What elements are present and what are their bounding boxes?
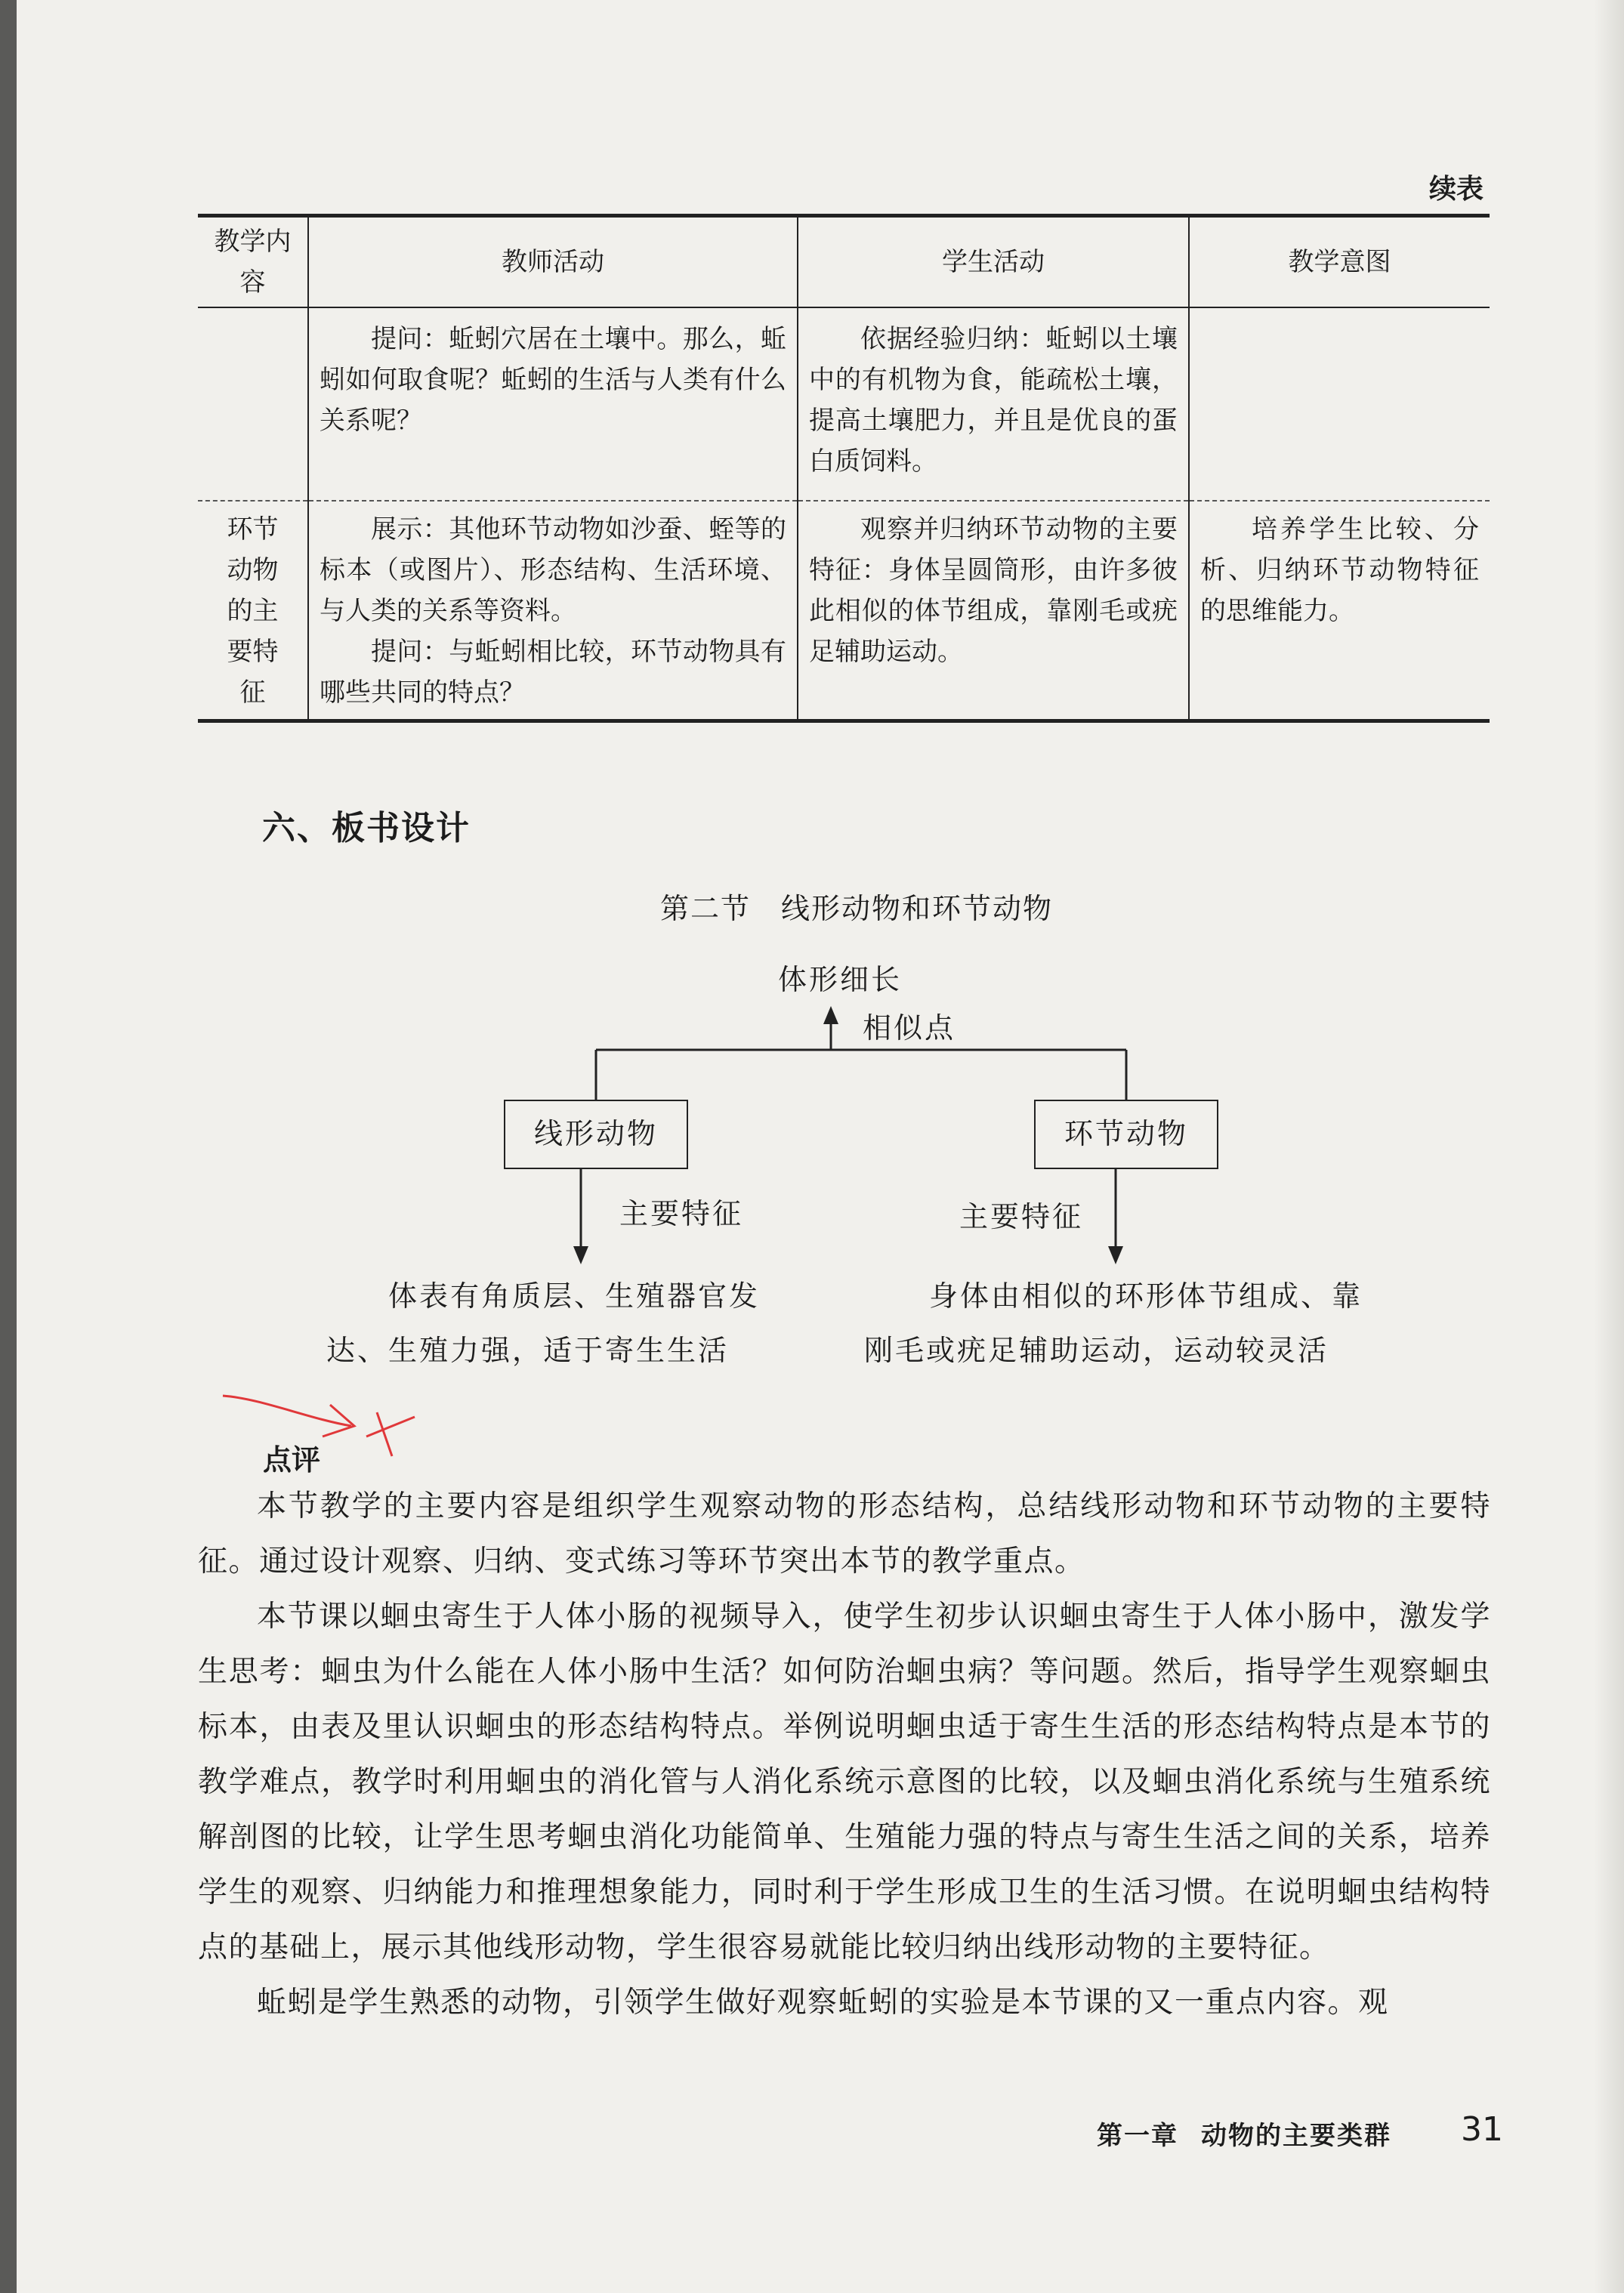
comment-body	[198, 1479, 1491, 2030]
section-title: 六、板书设计	[262, 809, 471, 847]
comment-paragraph: 本节课以蛔虫寄生于人体小肠的视频导入，使学生初步认识蛔虫寄生于人体小肠中，激发学生思考：蛔虫为什么能在人体小肠中生活？如何防治蛔虫病？等问题。然后，指导学生观察蛔虫标本，由表及里认识蛔虫的形态结构特点。举例说明蛔虫适于寄生生活的形态结构特点是本节的教学难点，教学时利用蛔虫的消化管与人消化系统示意图的比较，以及蛔虫消化系统与生殖系统解剖图的比较，让学生思考蛔虫消化功能简单、生殖能力强的特点与寄生生活之间的关系，培养学生的观察、归纳能力和推理想象能力，同时利于学生形成卫生的生活习惯。在说明蛔虫结构特点的基础上，展示其他线形动物，学生很容易就能比较归纳出线形动物的主要特征。	[198, 1600, 1491, 1964]
similarity-label: 相似点	[863, 1011, 956, 1045]
arrow-right-head	[1108, 1246, 1123, 1264]
header-topic: 教学内容	[198, 216, 308, 308]
right-feature-label: 主要特征	[959, 1200, 1084, 1233]
blackboard-diagram	[304, 876, 1406, 1375]
comment-paragraph: 蚯蚓是学生熟悉的动物，引领学生做好观察蚯蚓的实验是本节课的又一重点内容。观	[257, 1986, 1389, 2020]
diagram-title: 第二节 线形动物和环节动物	[660, 892, 1054, 925]
nematode-box: 线形动物	[504, 1100, 688, 1169]
row-student: 观察并归纳环节动物的主要特征：身体呈圆筒形，由许多彼此相似的体节组成，靠刚毛或疣足辅助运动。	[798, 501, 1189, 721]
top-label: 体形细长	[778, 963, 903, 996]
page-edge	[1594, 0, 1624, 2293]
annelid-box: 环节动物	[1034, 1100, 1218, 1169]
nematode-description: 体表有角质层、生殖器官发 达、生殖力强，适于寄生生活	[326, 1279, 761, 1367]
row-topic	[198, 307, 308, 501]
row-teacher: 展示：其他环节动物如沙蚕、蛭等的标本（或图片）、形态结构、生活环境、与人类的关系等资料。 提问：与蚯蚓相比较，环节动物具有哪些共同的特点？	[308, 501, 798, 721]
lesson-table	[198, 214, 1490, 723]
row-intent	[1189, 307, 1490, 501]
red-pen-mark	[217, 1382, 443, 1468]
chapter-footer: 第一章 动物的主要类群	[1097, 2121, 1391, 2151]
annelid-description: 身体由相似的环形体节组成、靠 刚毛或疣足辅助运动，运动较灵活	[864, 1279, 1363, 1367]
page-number: 31	[1461, 2110, 1503, 2149]
header-intent: 教学意图	[1189, 216, 1490, 308]
row-teacher: 提问：蚯蚓穴居在土壤中。那么，蚯蚓如何取食呢？蚯蚓的生活与人类有什么关系呢？	[308, 307, 798, 501]
header-student: 学生活动	[798, 216, 1189, 308]
arrow-up-head	[823, 1006, 838, 1024]
row-intent: 培养学生比较、分析、归纳环节动物特征的思维能力。	[1189, 501, 1490, 721]
header-teacher: 教师活动	[308, 216, 798, 308]
book-page	[17, 0, 1624, 2293]
comment-paragraph: 本节教学的主要内容是组织学生观察动物的形态结构，总结线形动物和环节动物的主要特征。通过设计观察、归纳、变式练习等环节突出本节的教学重点。	[198, 1489, 1491, 1579]
table-row	[198, 501, 1490, 721]
table-header-row	[198, 216, 1490, 308]
left-feature-label: 主要特征	[619, 1197, 744, 1230]
comment-title: 点评	[263, 1443, 321, 1477]
table-row	[198, 307, 1490, 501]
arrow-left-head	[573, 1246, 588, 1264]
continued-label: 续表	[1429, 174, 1484, 205]
row-topic: 环节动物的主要特征	[198, 501, 308, 721]
row-student: 依据经验归纳：蚯蚓以土壤中的有机物为食，能疏松土壤，提高土壤肥力，并且是优良的蛋白质饲料。	[798, 307, 1189, 501]
